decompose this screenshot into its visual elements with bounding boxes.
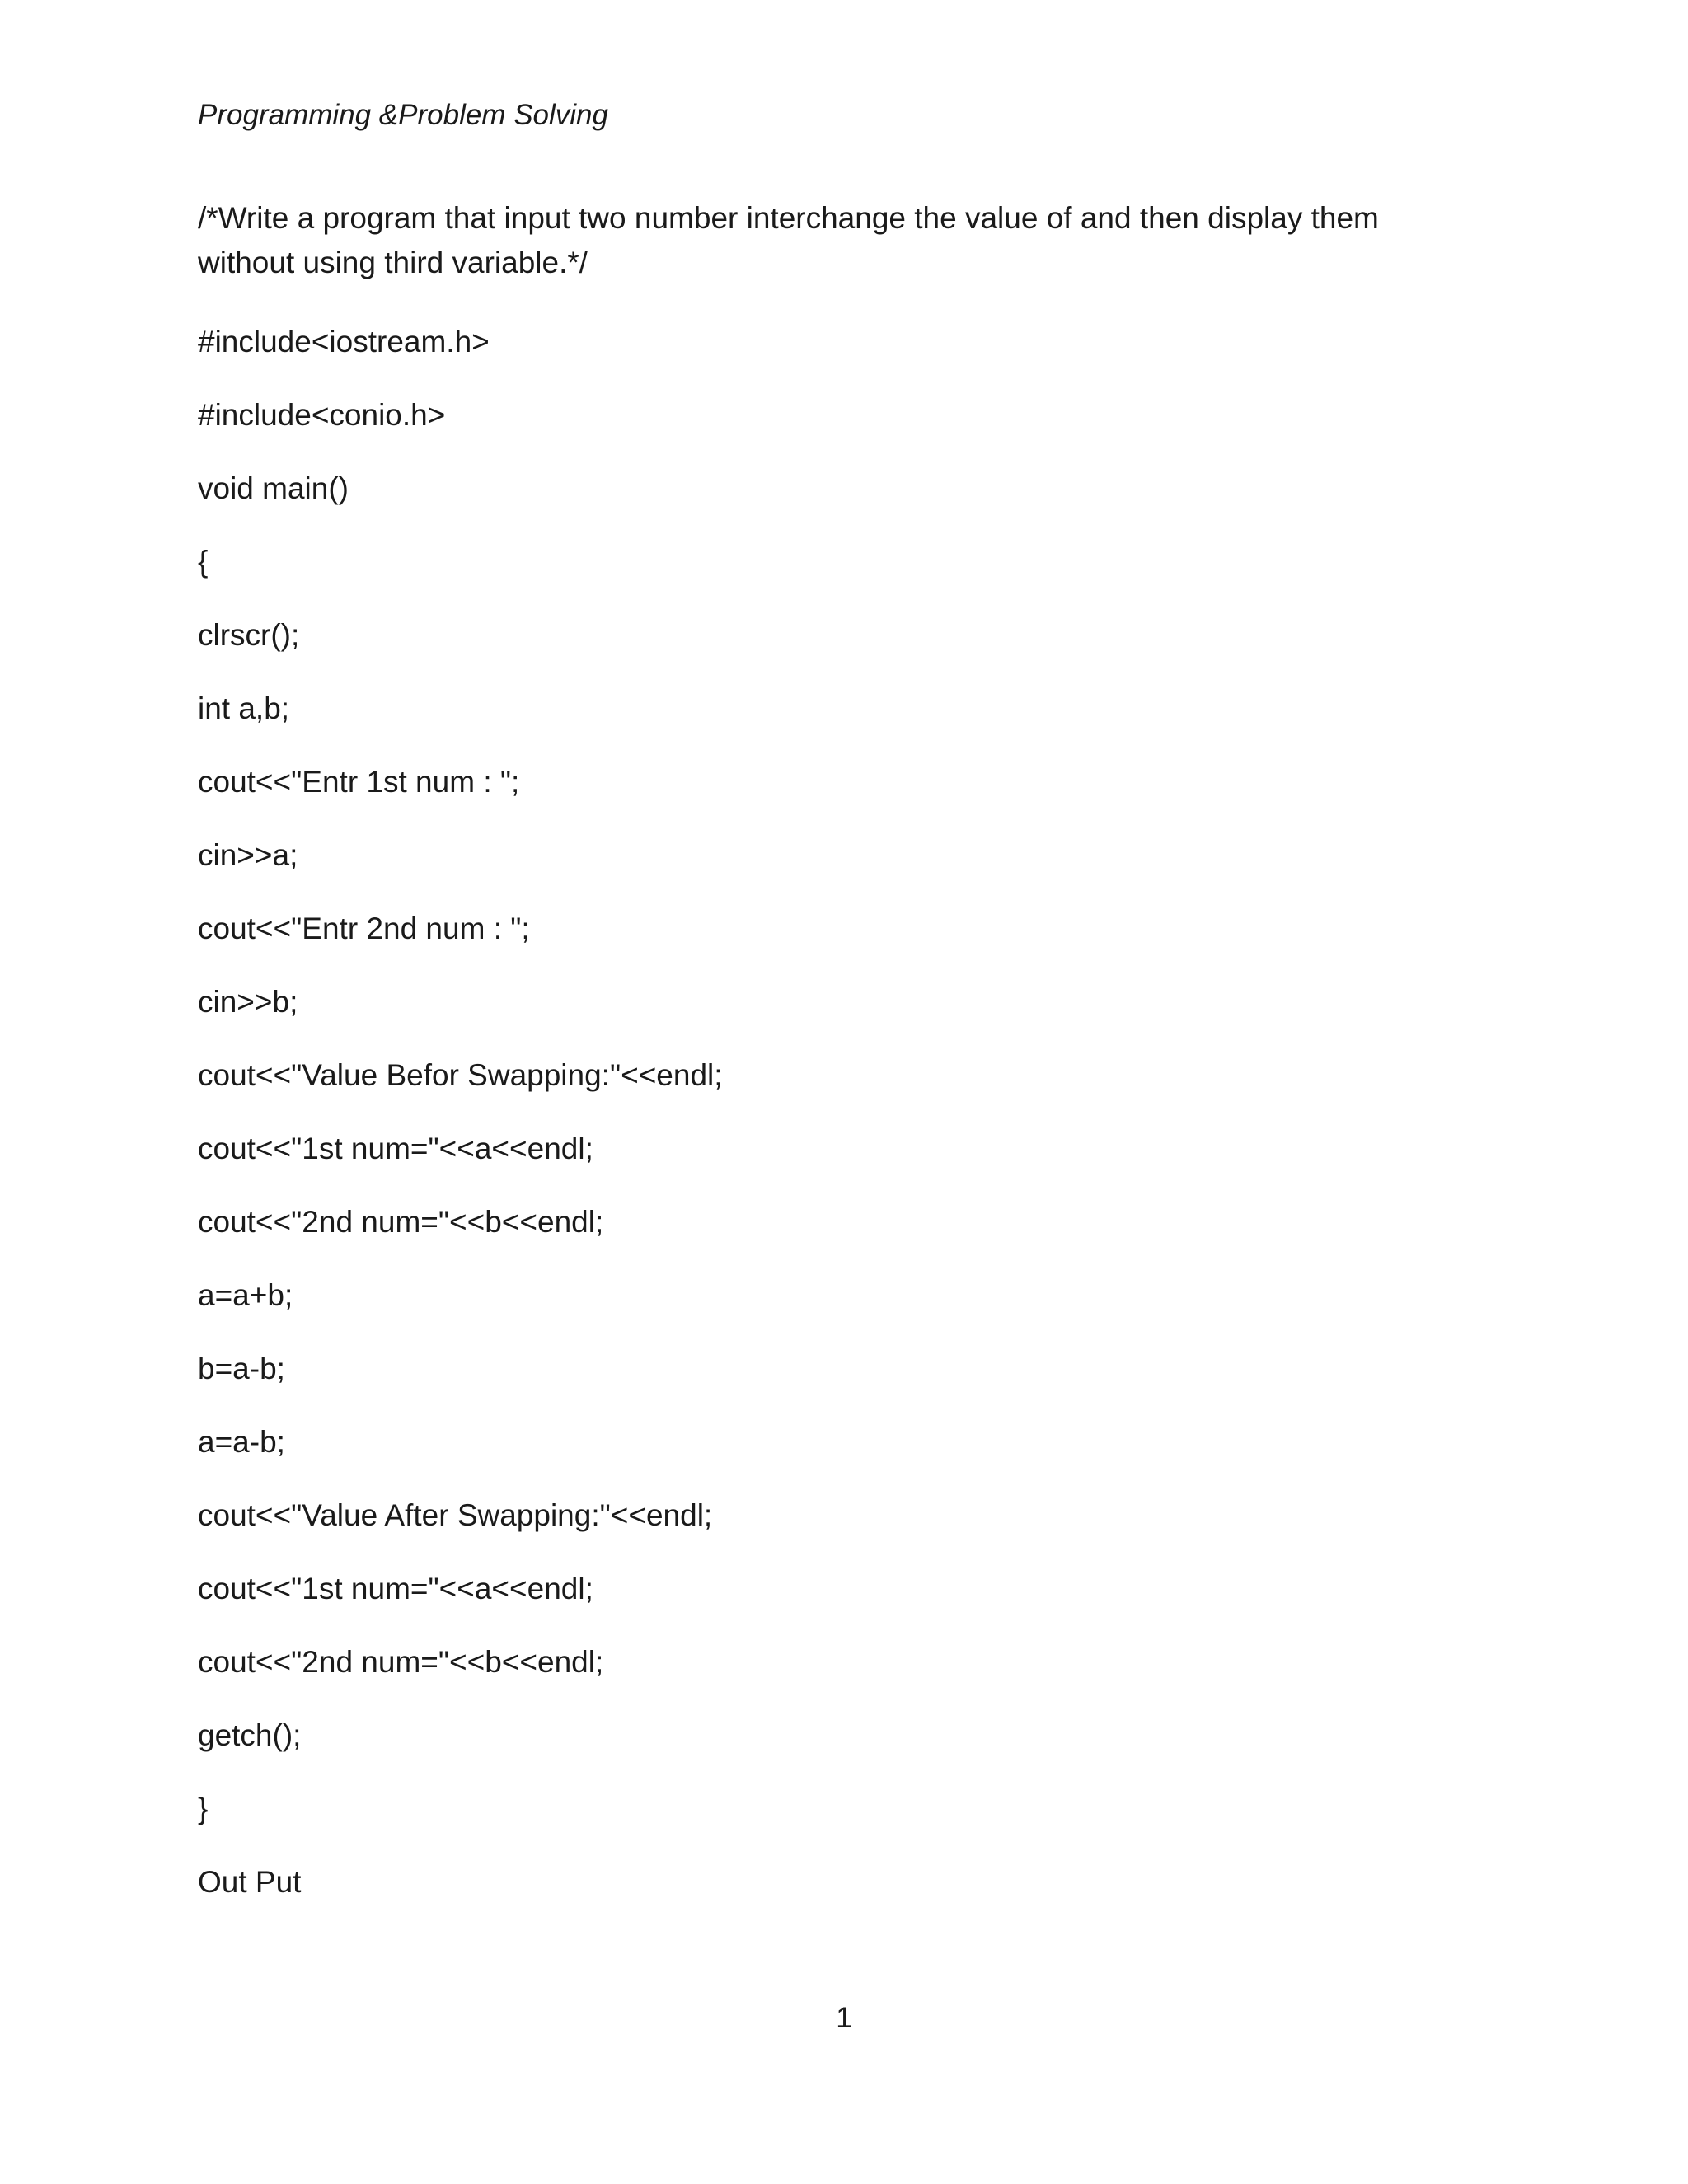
code-line: getch();	[198, 1718, 302, 1752]
code-line: b=a-b;	[198, 1352, 285, 1385]
page-header-title: Programming &Problem Solving	[198, 99, 608, 131]
code-line: void main()	[198, 471, 349, 505]
code-line: cout<<"Value Befor Swapping:"<<endl;	[198, 1058, 723, 1092]
problem-statement	[198, 196, 1484, 285]
code-line: cout<<"Entr 1st num : ";	[198, 765, 520, 799]
code-line: cout<<"1st num="<<a<<endl;	[198, 1132, 593, 1165]
code-line: a=a-b;	[198, 1425, 285, 1459]
code-line: cout<<"Entr 2nd num : ";	[198, 912, 530, 945]
code-line: cin>>b;	[198, 985, 298, 1019]
code-line: cout<<"2nd num="<<b<<endl;	[198, 1645, 604, 1679]
code-line: cout<<"1st num="<<a<<endl;	[198, 1572, 593, 1605]
code-line: int a,b;	[198, 691, 290, 725]
code-line: #include<iostream.h>	[198, 325, 490, 359]
code-line: #include<conio.h>	[198, 398, 446, 432]
code-line: cin>>a;	[198, 838, 298, 872]
code-line: }	[198, 1792, 209, 1825]
code-line: cout<<"2nd num="<<b<<endl;	[198, 1205, 604, 1239]
code-line: a=a+b;	[198, 1278, 293, 1312]
output-heading: Out Put	[198, 1865, 302, 1899]
code-line: cout<<"Value After Swapping:"<<endl;	[198, 1498, 713, 1532]
problem-statement-line: without using third variable.*/	[198, 246, 588, 279]
code-line: clrscr();	[198, 618, 300, 652]
code-line: {	[198, 545, 209, 579]
page-number: 1	[836, 2002, 852, 2034]
problem-statement-line: /*Write a program that input two number interchange the value of and then display them	[198, 201, 1379, 235]
